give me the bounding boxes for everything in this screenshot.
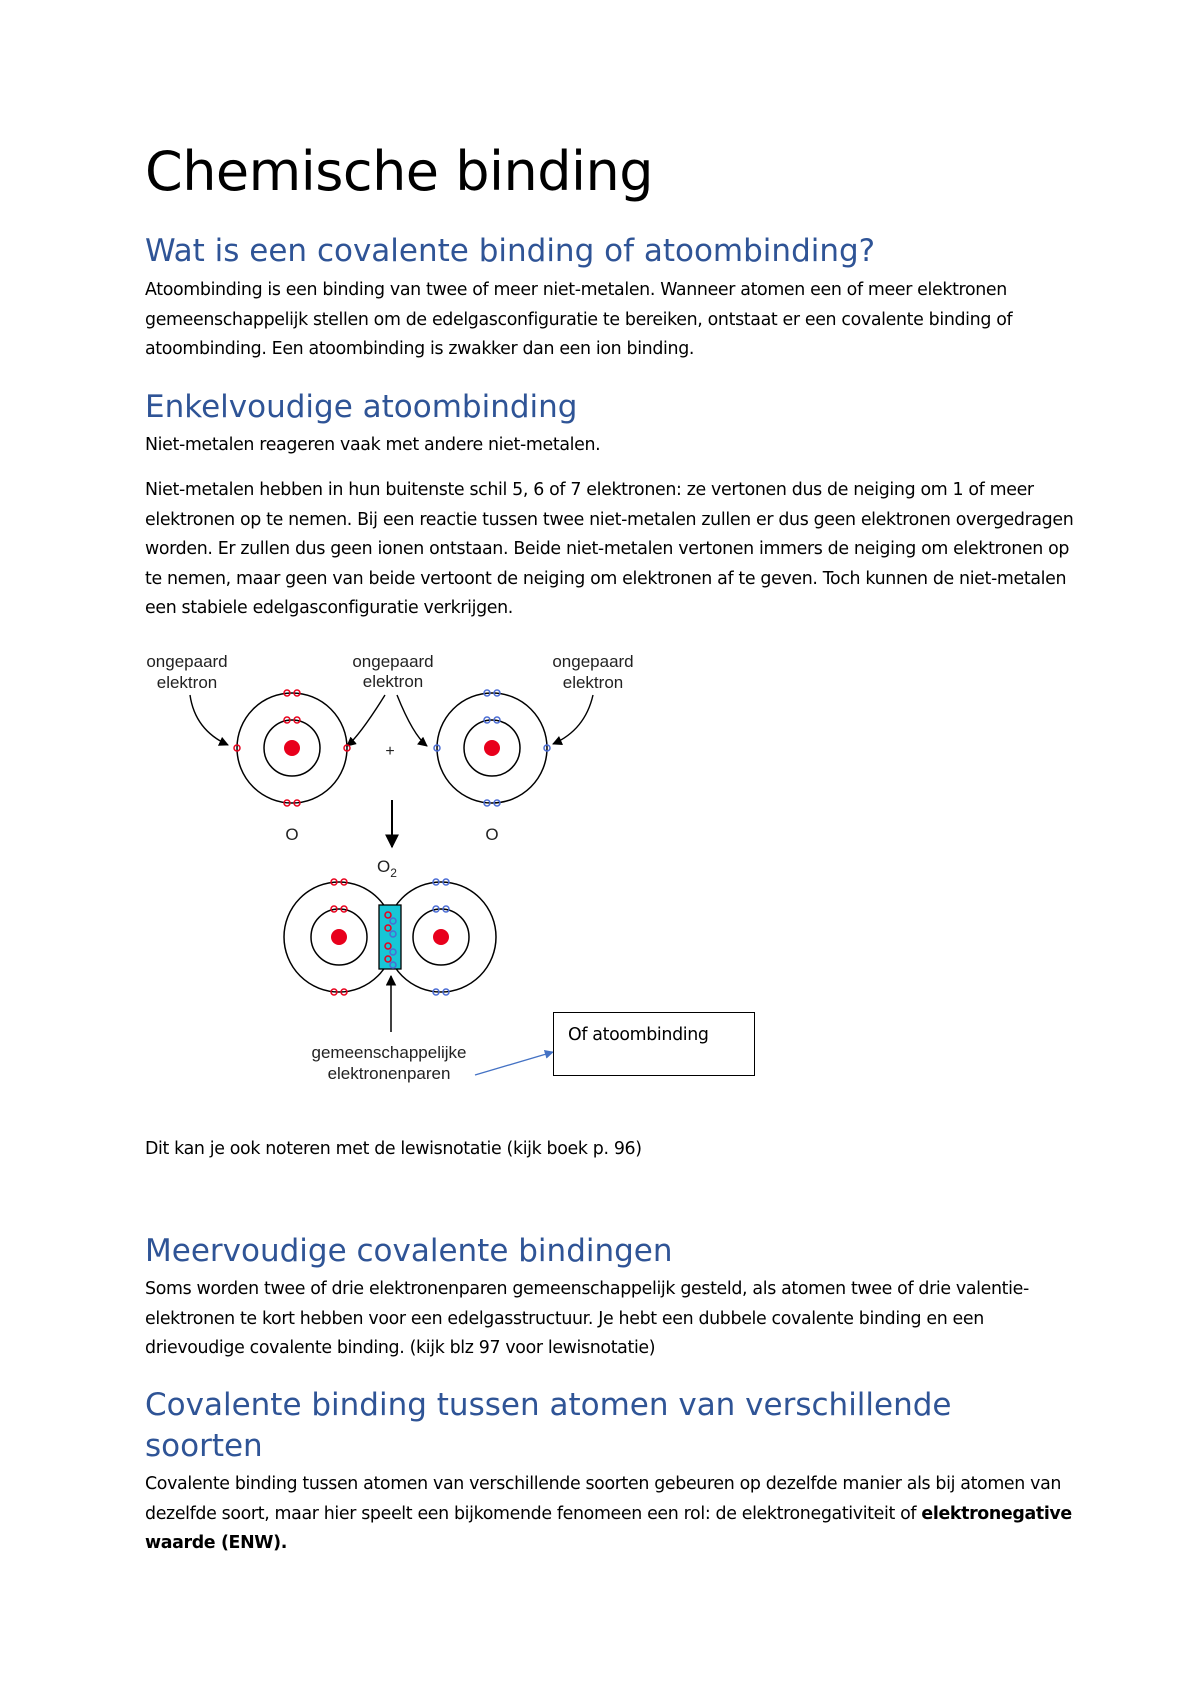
heading-covalent-binding: Wat is een covalente binding of atoombinding? — [145, 233, 876, 269]
label-unpaired-right-1: ongepaard — [552, 652, 634, 671]
shared-pair-label-2: elektronenparen — [327, 1064, 451, 1083]
arrow-unpaired-right — [553, 695, 593, 744]
label-unpaired-middle-2: elektron — [362, 672, 424, 691]
heading-different-atoms: Covalente binding tussen atomen van verschillende soorten — [145, 1387, 952, 1464]
shared-pair-label-1: gemeenschappelijke — [311, 1043, 467, 1062]
heading-single-bond: Enkelvoudige atoombinding — [145, 389, 578, 425]
oxygen-molecule — [284, 879, 496, 995]
oxygen-atom-right — [434, 690, 550, 806]
paragraph-nonmetals-react: Niet-metalen reageren vaak met andere niet-metalen. — [145, 435, 601, 455]
arrow-unpaired-middle-right — [397, 695, 427, 746]
paragraph-nonmetals-electrons: Niet-metalen hebben in hun buitenste schil 5, 6 of 7 elektronen: ze vertonen dus de neiging om 1 of meer elektronen op te nemen. Bij een reactie tussen twee niet-metalen zullen er dus geen elektronen overgedragen worden. Er zullen dus geen ionen ontstaan. Beide niet-metalen vertonen immers de neiging om elektronen op te nemen, maar geen van beide vertoont de neiging om elektronen af te geven. Toch kunnen de niet-metalen een stabiele edelgasconfiguratie verkrijgen. — [145, 480, 1074, 618]
paragraph-covalent-definition: Atoombinding is een binding van twee of meer niet-metalen. Wanneer atomen een of meer elektronen gemeenschappelijk stellen om de edelgasconfiguratie te bereiken, ontstaat er een covalente binding of atoombinding. Een atoombinding is zwakker dan een ion binding. — [145, 280, 1013, 359]
enw-term: elektronegative waarde (ENW) — [145, 1503, 1072, 1553]
atom-label-right: O — [485, 825, 499, 844]
label-unpaired-left-1: ongepaard — [146, 652, 228, 671]
callout-box: Of atoombinding — [553, 1012, 755, 1076]
label-unpaired-middle-1: ongepaard — [352, 652, 434, 671]
plus-sign: + — [385, 743, 395, 760]
page-title: Chemische binding — [145, 140, 653, 203]
paragraph-different-atoms: Covalente binding tussen atomen van verschillende soorten gebeuren op dezelfde manier als bij atomen van dezelfde soort, maar hier speelt een bijkomende fenomeen een rol: de elektronegativiteit of elektronegative waarde (ENW). — [145, 1474, 1072, 1553]
paragraph-lewis-note: Dit kan je ook noteren met de lewisnotatie (kijk boek p. 96) — [145, 1139, 642, 1159]
label-unpaired-right-2: elektron — [562, 673, 624, 692]
oxygen-atom-left — [234, 690, 350, 806]
label-unpaired-left-2: elektron — [156, 673, 218, 692]
callout-arrow — [475, 1052, 553, 1075]
heading-multiple-bonds: Meervoudige covalente bindingen — [145, 1233, 673, 1269]
arrow-unpaired-middle-left — [347, 695, 385, 746]
arrow-unpaired-left — [190, 695, 228, 745]
molecule-label: $O_2$ — [377, 857, 397, 880]
paragraph-multiple-bonds: Soms worden twee of drie elektronenparen gemeenschappelijk gesteld, als atomen twee of drie valentie-elektronen te kort hebben voor een edelgasstructuur. Je hebt een dubbele covalente binding en een drievoudige covalente binding. (kijk blz 97 voor lewisnotatie) — [145, 1279, 1029, 1358]
atom-label-left: O — [285, 825, 299, 844]
